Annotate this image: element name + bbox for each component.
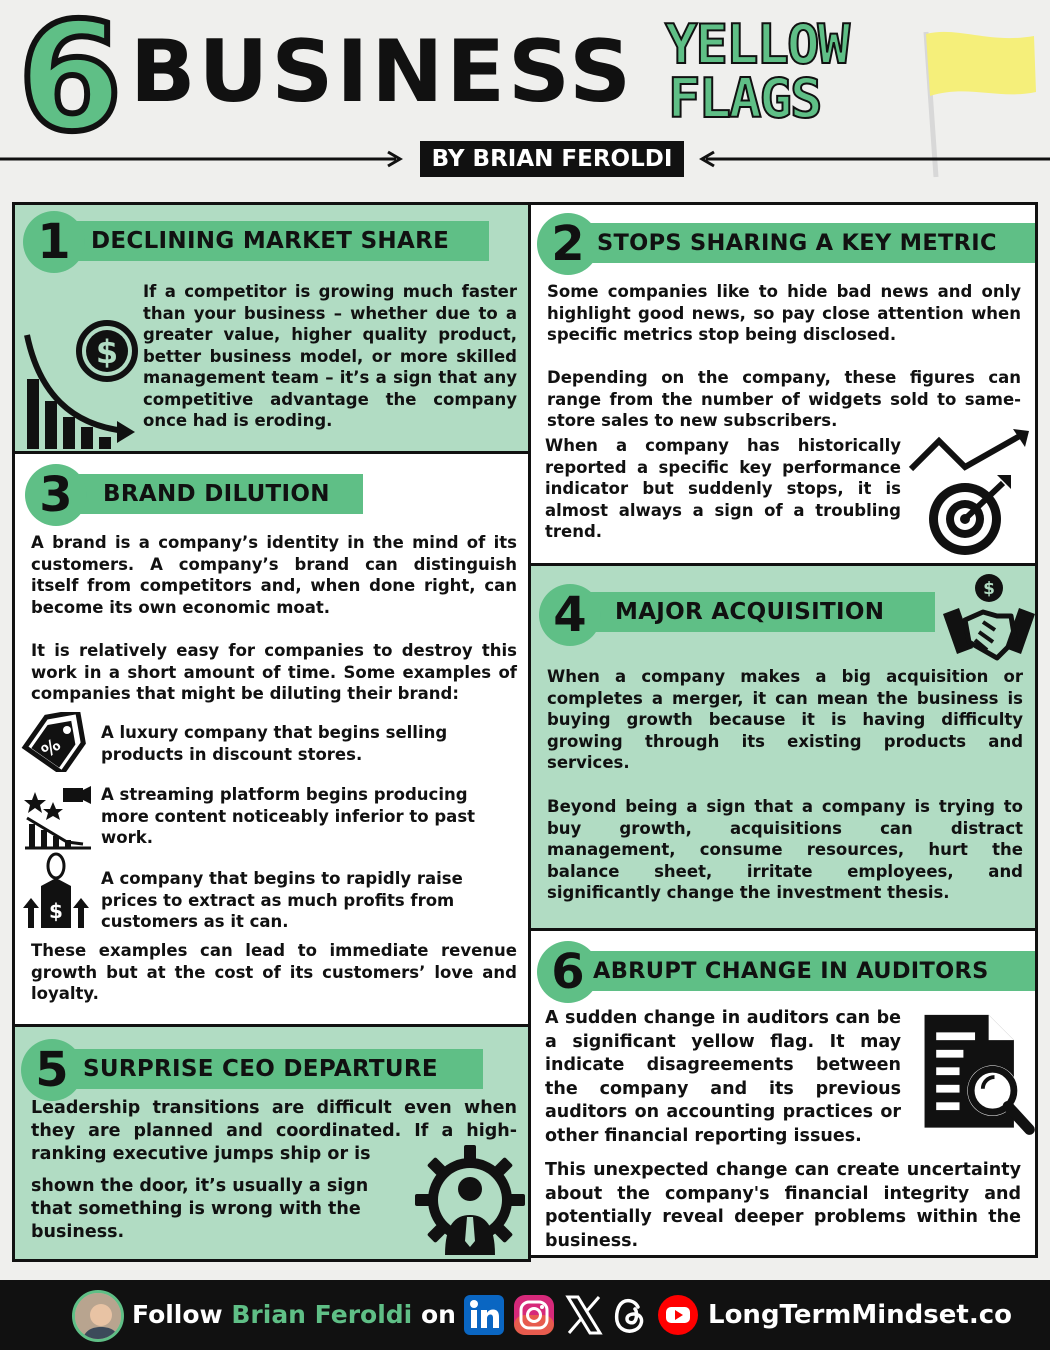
section-6-title: ABRUPT CHANGE IN AUDITORS [593, 958, 989, 984]
title-flags: FLAGS [668, 67, 821, 130]
target-trend-icon [905, 427, 1035, 557]
footer [0, 1280, 1050, 1350]
website-link[interactable]: LongTermMindset.co [708, 1300, 1012, 1330]
section-2-number: 2 [537, 213, 599, 275]
section-5-number: 5 [21, 1039, 83, 1101]
title-yellow: YELLOW [665, 13, 849, 76]
ceo-gear-icon [415, 1145, 525, 1255]
section-3-example-2: A streaming platform begins producing more content noticeably inferior to past work. [101, 785, 476, 847]
section-2-text-3: When a company has historically reported a specific key performance indicator but suddenly stops, it is almost always a sign of a troubling trend. [545, 436, 901, 541]
title-number: 6 [18, 0, 123, 165]
section-4-title: MAJOR ACQUISITION [615, 599, 885, 625]
follow-text [132, 1280, 456, 1350]
declining-chart-icon [21, 313, 141, 453]
section-2-title: STOPS SHARING A KEY METRIC [597, 230, 997, 256]
section-5-title: SURPRISE CEO DEPARTURE [83, 1056, 438, 1082]
header [0, 0, 1050, 190]
audit-document-icon [915, 1011, 1038, 1147]
section-4-panel [528, 563, 1038, 931]
follow-prefix: Follow [132, 1300, 232, 1329]
section-3-title: BRAND DILUTION [103, 481, 330, 507]
byline: BY BRIAN FEROLDI [420, 141, 684, 177]
section-2-text-1: Some companies like to hide bad news and only highlight good news, so pay close attention when specific metrics stop being disclosed. [547, 282, 1021, 344]
discount-tag-icon [21, 712, 91, 772]
section-3-panel [12, 451, 531, 1027]
instagram-icon[interactable] [512, 1293, 556, 1337]
section-6-text-1: A sudden change in auditors can be a significant yellow flag. It may indicate disagreements between the company and its previous auditors on accounting practices or other financial reporting issues. [545, 1008, 901, 1146]
section-1-panel [12, 202, 531, 454]
section-2-panel [528, 202, 1038, 566]
section-2-text-2: Depending on the company, these figures can range from the number of widgets sold to same-store sales to new subscribers. [547, 368, 1021, 430]
section-4-text-1: When a company makes a big acquisition or completes a merger, it can mean the business is buying growth because it is having difficulty growing through its existing products and services. [547, 667, 1023, 772]
price-dollar-glyph: $ [49, 899, 63, 923]
follow-suffix: on [412, 1300, 456, 1329]
section-5-text-2: shown the door, it’s usually a sign that something is wrong with the business. [31, 1176, 369, 1242]
section-4-number: 4 [539, 584, 601, 646]
dollar-glyph: $ [95, 333, 119, 371]
section-1-title: DECLINING MARKET SHARE [91, 228, 450, 254]
section-3-text-1: A brand is a company’s identity in the mind of its customers. A company’s brand can distinguish itself from competitors and, when done right, can become its own economic moat. [31, 533, 517, 617]
section-3-example-1: A luxury company that begins selling products in discount stores. [101, 723, 448, 764]
declining-quality-icon [23, 784, 93, 850]
section-3-text-3: These examples can lead to immediate revenue growth but at the cost of its customers’ love and loyalty. [31, 941, 517, 1003]
linkedin-icon[interactable] [462, 1293, 506, 1337]
section-1-number: 1 [23, 211, 85, 273]
price-tag-arrows-icon [21, 852, 91, 932]
section-5-panel [12, 1024, 531, 1262]
x-icon[interactable] [562, 1293, 606, 1337]
handshake-icon [939, 570, 1038, 670]
follow-name[interactable]: Brian Feroldi [231, 1300, 413, 1329]
section-4-text-2: Beyond being a sign that a company is trying to buy growth, acquisitions can distract management, consume resources, hurt the balance sheet, irritate employees, and significantly change the investment thesis. [547, 797, 1023, 902]
section-1-text: If a competitor is growing much faster than your business – whether due to a greater value, higher quality product, better business model, or more skilled management team – it’s a sign that any competitive advantage the company once had is eroding. [143, 282, 517, 430]
handshake-dollar-glyph: $ [983, 579, 995, 599]
threads-icon[interactable] [608, 1293, 652, 1337]
section-3-text-2: It is relatively easy for companies to destroy this work in a short amount of time. Some examples of companies that might be diluting their brand: [31, 641, 517, 703]
avatar [72, 1290, 124, 1342]
section-3-number: 3 [25, 464, 87, 526]
svg-text:%: % [37, 734, 65, 763]
section-6-number: 6 [537, 941, 599, 1003]
section-6-text-2: This unexpected change can create uncertainty about the company's financial integrity and potentially reveal deeper problems within the business. [545, 1160, 1021, 1251]
avatar-portrait [75, 1293, 124, 1342]
section-6-panel [528, 928, 1038, 1258]
title-main: BUSINESS [130, 22, 635, 122]
youtube-icon[interactable] [656, 1293, 700, 1337]
section-3-example-3: A company that begins to rapidly raise prices to extract as much profits from customers as it can. [101, 869, 463, 931]
section-5-text-1: Leadership transitions are difficult even when they are planned and coordinated. If a high-ranking executive jumps ship or is [31, 1098, 517, 1164]
